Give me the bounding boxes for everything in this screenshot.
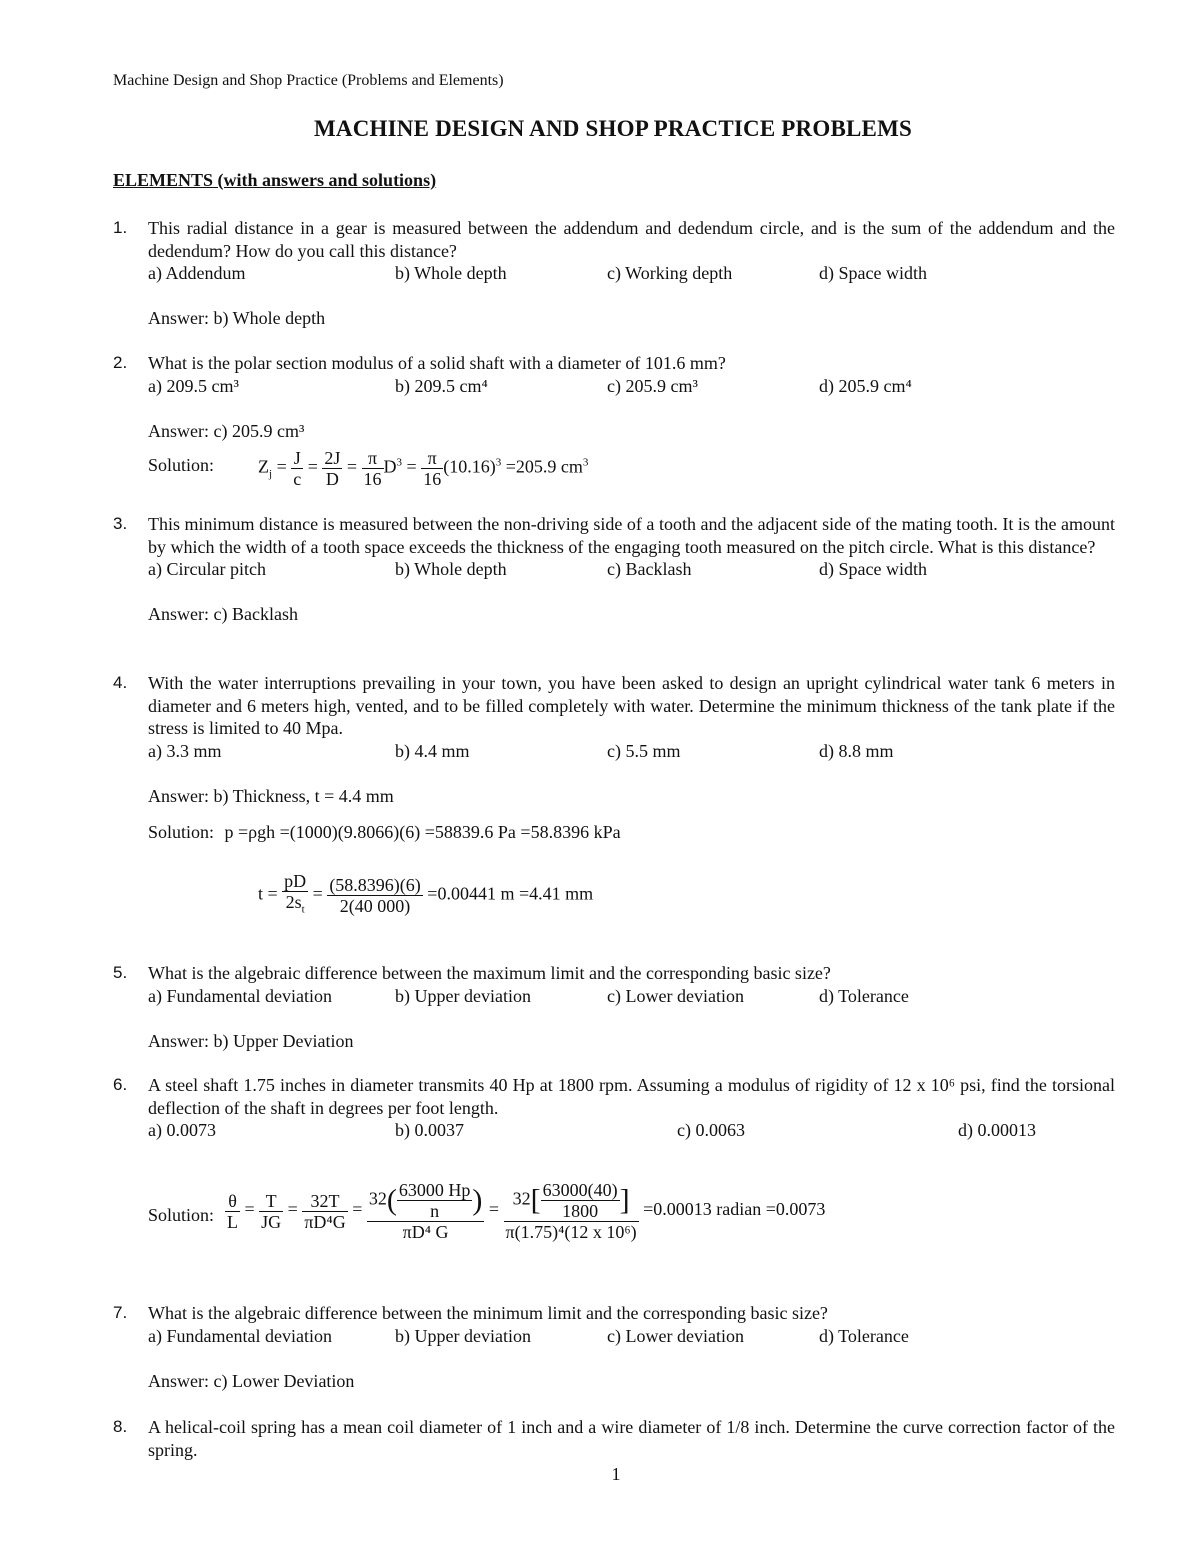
solution-line-1 [148,821,1115,849]
choice-c: c) 5.5 mm [607,740,681,761]
page-number: 1 [611,1464,621,1484]
running-header: Machine Design and Shop Practice (Problems and Elements) [113,72,504,89]
choice-b: b) 0.0037 [395,1120,464,1140]
choice-d: d) Space width [819,263,927,283]
question-3 [113,513,1115,626]
question-7 [113,1302,1115,1392]
question-number: 5. [113,963,128,982]
choice-c: c) Lower deviation [607,985,744,1006]
fraction: $\frac{\pi}{16}$ [423,448,442,489]
solution-label: Solution: [148,1205,215,1225]
solution-equation: p =ρgh =(1000)(9.8066)(6) =58839.6 Pa =58.8396 kPa [224,822,621,842]
question-text: With the water interruptions prevailing in your town, you have been asked to design an upright cylindrical water tank 6 meters in diameter and 6 meters high, vented, and to be filled completely with water. Determine the minimum thickness of the tank plate if the stress is limited to 40 Mpa. [148,673,1115,738]
answer: Answer: c) Backlash [148,604,298,624]
question-number: 1. [113,218,128,237]
solution-line-2 [148,867,1115,923]
choice-a: a) 3.3 mm [148,740,222,761]
answer: Answer: b) Whole depth [148,308,326,328]
choice-a: a) Addendum [148,263,246,283]
question-6 [113,1074,1115,1262]
choices [148,262,1115,285]
choice-d: d) 0.00013 [958,1120,1036,1140]
solution-equation: t = $\frac{pD}{2s_t}$ = $\frac{(58.8396)(6)}{2(40 000)}$ =0.00441 m =4.41 mm [258,871,593,920]
solution-equation: $\frac{\theta}{L}$ = $\frac{T}{JG}$ = $\frac{32T}{\text{πD⁴G}}$ = 32( $\frac{63000 Hp}{n}$ ) πD⁴ G = 32[ $\frac{63000(40)}{1800}$ ] π(1.75)⁴(12 x 10⁶) =0.00013 radian =0.0073 [227,1180,826,1242]
answer: Answer: b) Upper Deviation [148,1030,354,1051]
document-title: MACHINE DESIGN AND SHOP PRACTICE PROBLEMS [314,116,912,141]
question-text: This radial distance in a gear is measured between the addendum and dedendum circle, and is the sum of the addendum and the dedendum? How do you call this distance? [148,218,1115,261]
choice-a: a) Circular pitch [148,559,266,579]
fraction: $\frac{J}{c}$ [293,448,302,489]
choice-a: a) 209.5 cm³ [148,375,239,396]
choices [148,1119,1115,1142]
choice-b: b) Whole depth [395,263,507,283]
choice-d: d) Tolerance [819,1325,909,1346]
choice-a: a) 0.0073 [148,1120,216,1140]
question-number: 4. [113,673,128,692]
choice-b: b) Upper deviation [395,985,531,1006]
solution [148,1166,1115,1262]
question-text: What is the algebraic difference between the maximum limit and the corresponding basic size? [148,963,831,983]
choice-b: b) Upper deviation [395,1325,531,1346]
question-number: 8. [113,1417,128,1436]
fraction: $\frac{\pi}{16}$ [363,448,382,489]
question-text: A helical-coil spring has a mean coil diameter of 1 inch and a wire diameter of 1/8 inch. Determine the curve correction factor of the spring. [148,1417,1115,1460]
solution [148,448,1115,490]
choices [148,1325,1115,1348]
choices [148,558,1115,581]
fraction: $\frac{T}{JG}$ [261,1190,282,1232]
fraction: $\frac{pD}{2s_t}$ [284,871,307,916]
choice-b: b) Whole depth [395,559,507,579]
question-number: 7. [113,1303,128,1322]
choice-c: c) 0.0063 [677,1120,745,1140]
choice-a: a) Fundamental deviation [148,1325,332,1346]
choice-c: c) Working depth [607,263,733,283]
question-text: What is the algebraic difference between the minimum limit and the corresponding basic size? [148,1303,828,1323]
choice-c: c) 205.9 cm³ [607,375,698,396]
question-number: 6. [113,1075,128,1094]
choice-b: b) 209.5 cm⁴ [395,375,488,396]
section-heading: ELEMENTS (with answers and solutions) [113,170,437,190]
fraction: $\frac{32T}{\text{πD⁴G}}$ [304,1190,346,1232]
choice-d: d) 205.9 cm⁴ [819,375,912,396]
choice-d: d) Tolerance [819,985,909,1006]
choice-d: d) 8.8 mm [819,740,894,761]
question-text: What is the polar section modulus of a solid shaft with a diameter of 101.6 mm? [148,353,726,373]
question-number: 2. [113,353,128,372]
question-8 [113,1416,1115,1461]
choice-a: a) Fundamental deviation [148,985,332,1006]
choices [148,985,1115,1008]
solution-equation: $Z_j$ = $\frac{J}{c}$ = $\frac{2J}{D}$ = $\frac{\pi}{16}$ $D^3$ = $\frac{\pi}{16}$ $(10.16)^3 =205.9$ $cm^3$ [258,448,589,489]
choice-c: c) Lower deviation [607,1325,744,1346]
question-1 [113,217,1115,330]
fraction-nested: 32( $\frac{63000 Hp}{n}$ ) πD⁴ G [368,1180,483,1242]
question-2 [113,352,1115,490]
question-number: 3. [113,514,128,533]
question-5 [113,962,1115,1052]
fraction: $\frac{(58.8396)(6)}{2(40 000)}$ [329,874,421,916]
question-4 [113,672,1115,923]
question-text: A steel shaft 1.75 inches in diameter transmits 40 Hp at 1800 rpm. Assuming a modulus of rigidity of 12 x 10⁶ psi, find the torsional deflection of the shaft in degrees per foot length. [148,1075,1115,1118]
answer: Answer: c) Lower Deviation [148,1370,355,1391]
answer: Answer: b) Thickness, t = 4.4 mm [148,785,394,806]
choice-c: c) Backlash [607,559,692,579]
answer: Answer: c) 205.9 cm³ [148,420,305,441]
choices [148,740,1115,763]
choice-d: d) Space width [819,559,927,579]
solution-label: Solution: [148,822,215,842]
solution-label: Solution: [148,455,215,475]
choice-b: b) 4.4 mm [395,740,470,761]
fraction-nested: 32[ $\frac{63000(40)}{1800}$ ] π(1.75)⁴(12 x 10⁶) [505,1180,637,1242]
question-text: This minimum distance is measured between the non-driving side of a tooth and the adjacent side of the mating tooth. It is the amount by which the width of a tooth space exceeds the thickness of the engaging tooth measured on the pitch circle. What is this distance? [148,514,1115,557]
fraction: $\frac{\theta}{L}$ [227,1190,238,1232]
choices [148,375,1115,398]
fraction: $\frac{2J}{D}$ [324,448,341,489]
